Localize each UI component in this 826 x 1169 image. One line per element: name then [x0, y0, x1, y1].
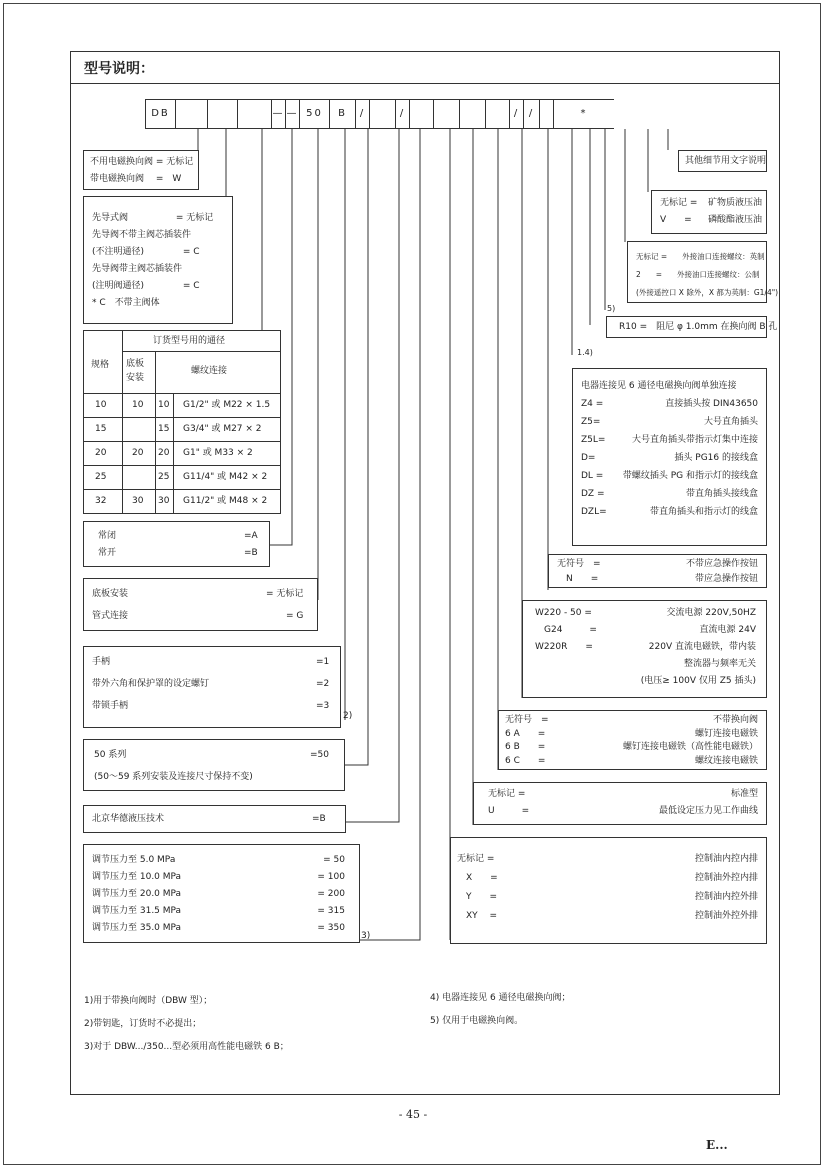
electric-desc: 直接插头按 DIN43650	[665, 399, 758, 409]
pressure-value: = 315	[317, 906, 345, 916]
electric-desc: 带螺纹插头 PG 和指示灯的接线盒	[622, 471, 758, 481]
port-thread-note: (外接遥控口 X 除外，X 都为英制：G1/4")	[636, 288, 779, 297]
pressure-value: = 350	[317, 923, 345, 933]
voltage-box	[522, 600, 767, 698]
maker-value: =B	[312, 814, 326, 824]
adjust-type-box	[83, 646, 341, 728]
electric-desc: 大号直角插头带指示灯集中连接	[631, 435, 758, 445]
pilot-option: 先导式阀 = 无标记	[92, 213, 214, 223]
valve-type-desc: 标准型	[730, 789, 758, 799]
voltage-desc: (电压≥ 100V 仅用 Z5 插头)	[640, 676, 756, 686]
pressure-value: = 200	[317, 889, 345, 899]
valve-type-code: U =	[488, 806, 530, 816]
series-box	[83, 739, 345, 791]
pilot-option-box	[83, 196, 233, 324]
pilot-option: 先导阀不带主阀芯插装件	[92, 230, 192, 240]
table-cell-size: 25	[158, 472, 170, 482]
table-cell-thread: G1" 或 M33 × 2	[183, 448, 253, 458]
electric-desc: 带直角插头接线盒	[685, 489, 758, 499]
table-header-thread: 螺纹连接	[191, 366, 228, 376]
install-value: = G	[286, 611, 304, 621]
table-cell-spec: 32	[95, 496, 107, 506]
damper-box	[606, 316, 778, 338]
electric-desc: 大号直角插头	[703, 417, 758, 427]
solenoid-option: 不用电磁换向阀 = 无标记	[90, 157, 194, 167]
emergency-desc: 带应急操作按钮	[694, 574, 758, 584]
directional-code: 无符号 =	[505, 715, 549, 725]
electric-code: DZL=	[581, 507, 607, 517]
electric-code: D=	[581, 453, 596, 463]
footnote: 1)用于带换向阀时（DBW 型）；	[84, 996, 213, 1006]
footnote: 5) 仅用于电磁换向阀。	[430, 1016, 524, 1026]
adjust-label: 手柄	[92, 657, 111, 667]
emergency-code: N =	[557, 574, 599, 584]
other-details: 其他细节用文字说明	[685, 156, 767, 166]
fluid-code: 无标记 =	[660, 198, 698, 208]
install-label: 管式连接	[92, 611, 129, 621]
table-cell-thread: G1/2" 或 M22 × 1.5	[183, 400, 271, 410]
table-cell-base: 20	[132, 448, 144, 458]
fluid-box	[651, 190, 767, 234]
footnote-marker: 1.4)	[577, 348, 593, 357]
page-title: 型号说明：	[84, 61, 154, 77]
table-cell-size: 15	[158, 424, 170, 434]
normal-value: =A	[244, 531, 258, 541]
pressure-value: = 100	[317, 872, 345, 882]
damper-option: R10 = 阻尼 φ 1.0mm 在换向阀 B 孔	[619, 322, 778, 332]
port-thread-option: 无标记 = 外接油口连接螺纹：英制	[636, 252, 765, 261]
emergency-desc: 不带应急操作按钮	[685, 559, 758, 569]
directional-desc: 螺钉连接电磁铁	[694, 728, 758, 739]
table-cell-thread: G11/4" 或 M42 × 2	[183, 472, 268, 482]
table-cell-spec: 25	[95, 472, 107, 482]
electric-code: Z4 =	[581, 399, 604, 409]
adjust-value: =3	[316, 701, 330, 711]
emergency-button-box	[548, 554, 767, 588]
pressure-label: 调节压力至 20.0 MPa	[92, 889, 182, 899]
voltage-desc: 整流器与频率无关	[683, 659, 756, 669]
install-type-box	[83, 578, 318, 631]
directional-code: 6 C =	[505, 755, 546, 766]
page-number: - 45 -	[398, 1108, 428, 1121]
directional-valve-box	[498, 710, 767, 770]
model-code-cell: DB	[145, 99, 176, 129]
table-cell-size: 20	[158, 448, 170, 458]
table-header-spec: 规格	[91, 360, 110, 370]
pilot-option: * C 不带主阀体	[92, 298, 160, 308]
series-value: =50	[310, 750, 329, 760]
install-label: 底板安装	[92, 589, 129, 599]
footnote-marker: 2)	[343, 711, 353, 721]
electric-desc: 插头 PG16 的接线盒	[674, 453, 758, 463]
table-cell-size: 30	[158, 496, 170, 506]
table-cell-thread: G11/2" 或 M48 × 2	[183, 496, 268, 506]
pilot-option: (不注明通径) = C	[92, 247, 200, 257]
model-code-cell: 50	[299, 99, 330, 129]
voltage-code: W220R =	[535, 642, 593, 652]
table-cell-base: 10	[132, 400, 144, 410]
table-cell-thread: G3/4" 或 M27 × 2	[183, 424, 262, 434]
directional-desc: 螺钉连接电磁铁（高性能电磁铁）	[622, 742, 758, 752]
adjust-value: =1	[316, 657, 330, 667]
model-code-cell: —	[285, 99, 300, 129]
electric-code: Z5=	[581, 417, 601, 427]
table-cell-border	[122, 417, 156, 442]
control-oil-desc: 控制油内控外排	[694, 892, 758, 902]
valve-type-desc: 最低设定压力见工作曲线	[658, 806, 758, 816]
control-oil-box	[450, 837, 767, 944]
pilot-option: (注明阀通径) = C	[92, 281, 200, 291]
directional-code: 6 A =	[505, 728, 546, 739]
electric-title: 电器连接见 6 通径电磁换向阀单独连接	[581, 381, 737, 391]
port-thread-box	[627, 241, 779, 303]
voltage-code: W220 - 50 =	[535, 608, 592, 618]
directional-code: 6 B =	[505, 742, 546, 752]
port-thread-option: 2 = 外接油口连接螺纹：公制	[636, 270, 760, 279]
model-code-cell: B	[329, 99, 356, 129]
normal-value: =B	[244, 548, 258, 558]
adjust-label: 带锁手柄	[92, 701, 129, 711]
pressure-value: = 50	[323, 855, 345, 865]
model-code-cell: —	[271, 99, 286, 129]
control-oil-desc: 控制油内控内排	[694, 854, 758, 864]
electric-code: Z5L=	[581, 435, 606, 445]
voltage-desc: 交流电源 220V,50HZ	[666, 608, 756, 618]
adjust-label: 带外六角和保护罩的设定螺钉	[92, 679, 210, 689]
fluid-desc: 磷酸酯液压油	[708, 215, 763, 225]
solenoid-option-box	[83, 150, 199, 190]
pressure-label: 调节压力至 31.5 MPa	[92, 906, 182, 916]
maker-label: 北京华德液压技术	[92, 814, 165, 824]
voltage-desc: 220V 直流电磁铁，带内装	[648, 642, 756, 652]
normal-position-box	[83, 521, 270, 567]
maker-box	[83, 805, 346, 833]
corner-mark: E...	[706, 1138, 728, 1152]
normal-label: 常闭	[98, 531, 117, 541]
table-cell-spec: 20	[95, 448, 107, 458]
size-spec-table	[83, 330, 281, 512]
install-value: = 无标记	[266, 589, 304, 599]
table-header-base: 底板 安装	[126, 359, 145, 383]
electric-connection-box	[572, 368, 767, 546]
control-oil-desc: 控制油外控内排	[694, 873, 758, 883]
table-cell-spec: 15	[95, 424, 107, 434]
footnote: 4) 电器连接见 6 通径电磁换向阀；	[430, 993, 571, 1003]
solenoid-option: 带电磁换向阀 = W	[90, 174, 182, 184]
normal-label: 常开	[98, 548, 117, 558]
pilot-option: 先导阀带主阀芯插装件	[92, 264, 183, 274]
other-details-box	[678, 150, 767, 172]
model-code-cell: /	[523, 99, 540, 129]
pressure-label: 调节压力至 10.0 MPa	[92, 872, 182, 882]
fluid-code: V =	[660, 215, 692, 225]
electric-code: DZ =	[581, 489, 605, 499]
footnote: 3)对于 DBW.../350...型必须用高性能电磁铁 6 B；	[84, 1042, 289, 1052]
table-cell-size: 10	[158, 400, 170, 410]
control-oil-code: 无标记 =	[457, 854, 495, 864]
pressure-label: 调节压力至 5.0 MPa	[92, 855, 176, 865]
voltage-desc: 直流电源 24V	[699, 625, 756, 635]
control-oil-code: Y =	[457, 892, 498, 902]
adjust-value: =2	[316, 679, 330, 689]
directional-desc: 螺纹连接电磁铁	[694, 755, 758, 766]
table-cell-spec: 10	[95, 400, 107, 410]
valve-type-box	[473, 782, 767, 825]
directional-desc: 不带换向阀	[712, 715, 758, 725]
valve-type-code: 无标记 =	[488, 789, 526, 799]
footnote-marker: 5)	[607, 304, 616, 313]
table-cell-base: 30	[132, 496, 144, 506]
fluid-desc: 矿物质液压油	[708, 198, 763, 208]
model-code-cell: /	[509, 99, 524, 129]
voltage-code: G24 =	[535, 625, 597, 635]
series-label: 50 系列	[94, 750, 127, 760]
pressure-label: 调节压力至 35.0 MPa	[92, 923, 182, 933]
control-oil-code: XY =	[457, 911, 498, 921]
electric-code: DL =	[581, 471, 604, 481]
series-note: (50～59 系列安装及连接尺寸保持不变)	[94, 772, 253, 782]
emergency-code: 无符号 =	[557, 559, 601, 569]
model-code-cell: /	[395, 99, 410, 129]
table-cell-border	[122, 465, 156, 490]
electric-desc: 带直角插头和指示灯的线盒	[649, 507, 758, 517]
footnote: 2)带钥匙，订货时不必提出；	[84, 1019, 202, 1029]
pressure-box	[83, 844, 360, 943]
footnote-marker: 3)	[361, 931, 371, 941]
control-oil-desc: 控制油外控外排	[694, 911, 758, 921]
table-header-ordering: 订货型号用的通径	[153, 336, 226, 346]
control-oil-code: X =	[457, 873, 498, 883]
model-code-cell: *	[553, 99, 614, 129]
model-code-cell: /	[355, 99, 370, 129]
